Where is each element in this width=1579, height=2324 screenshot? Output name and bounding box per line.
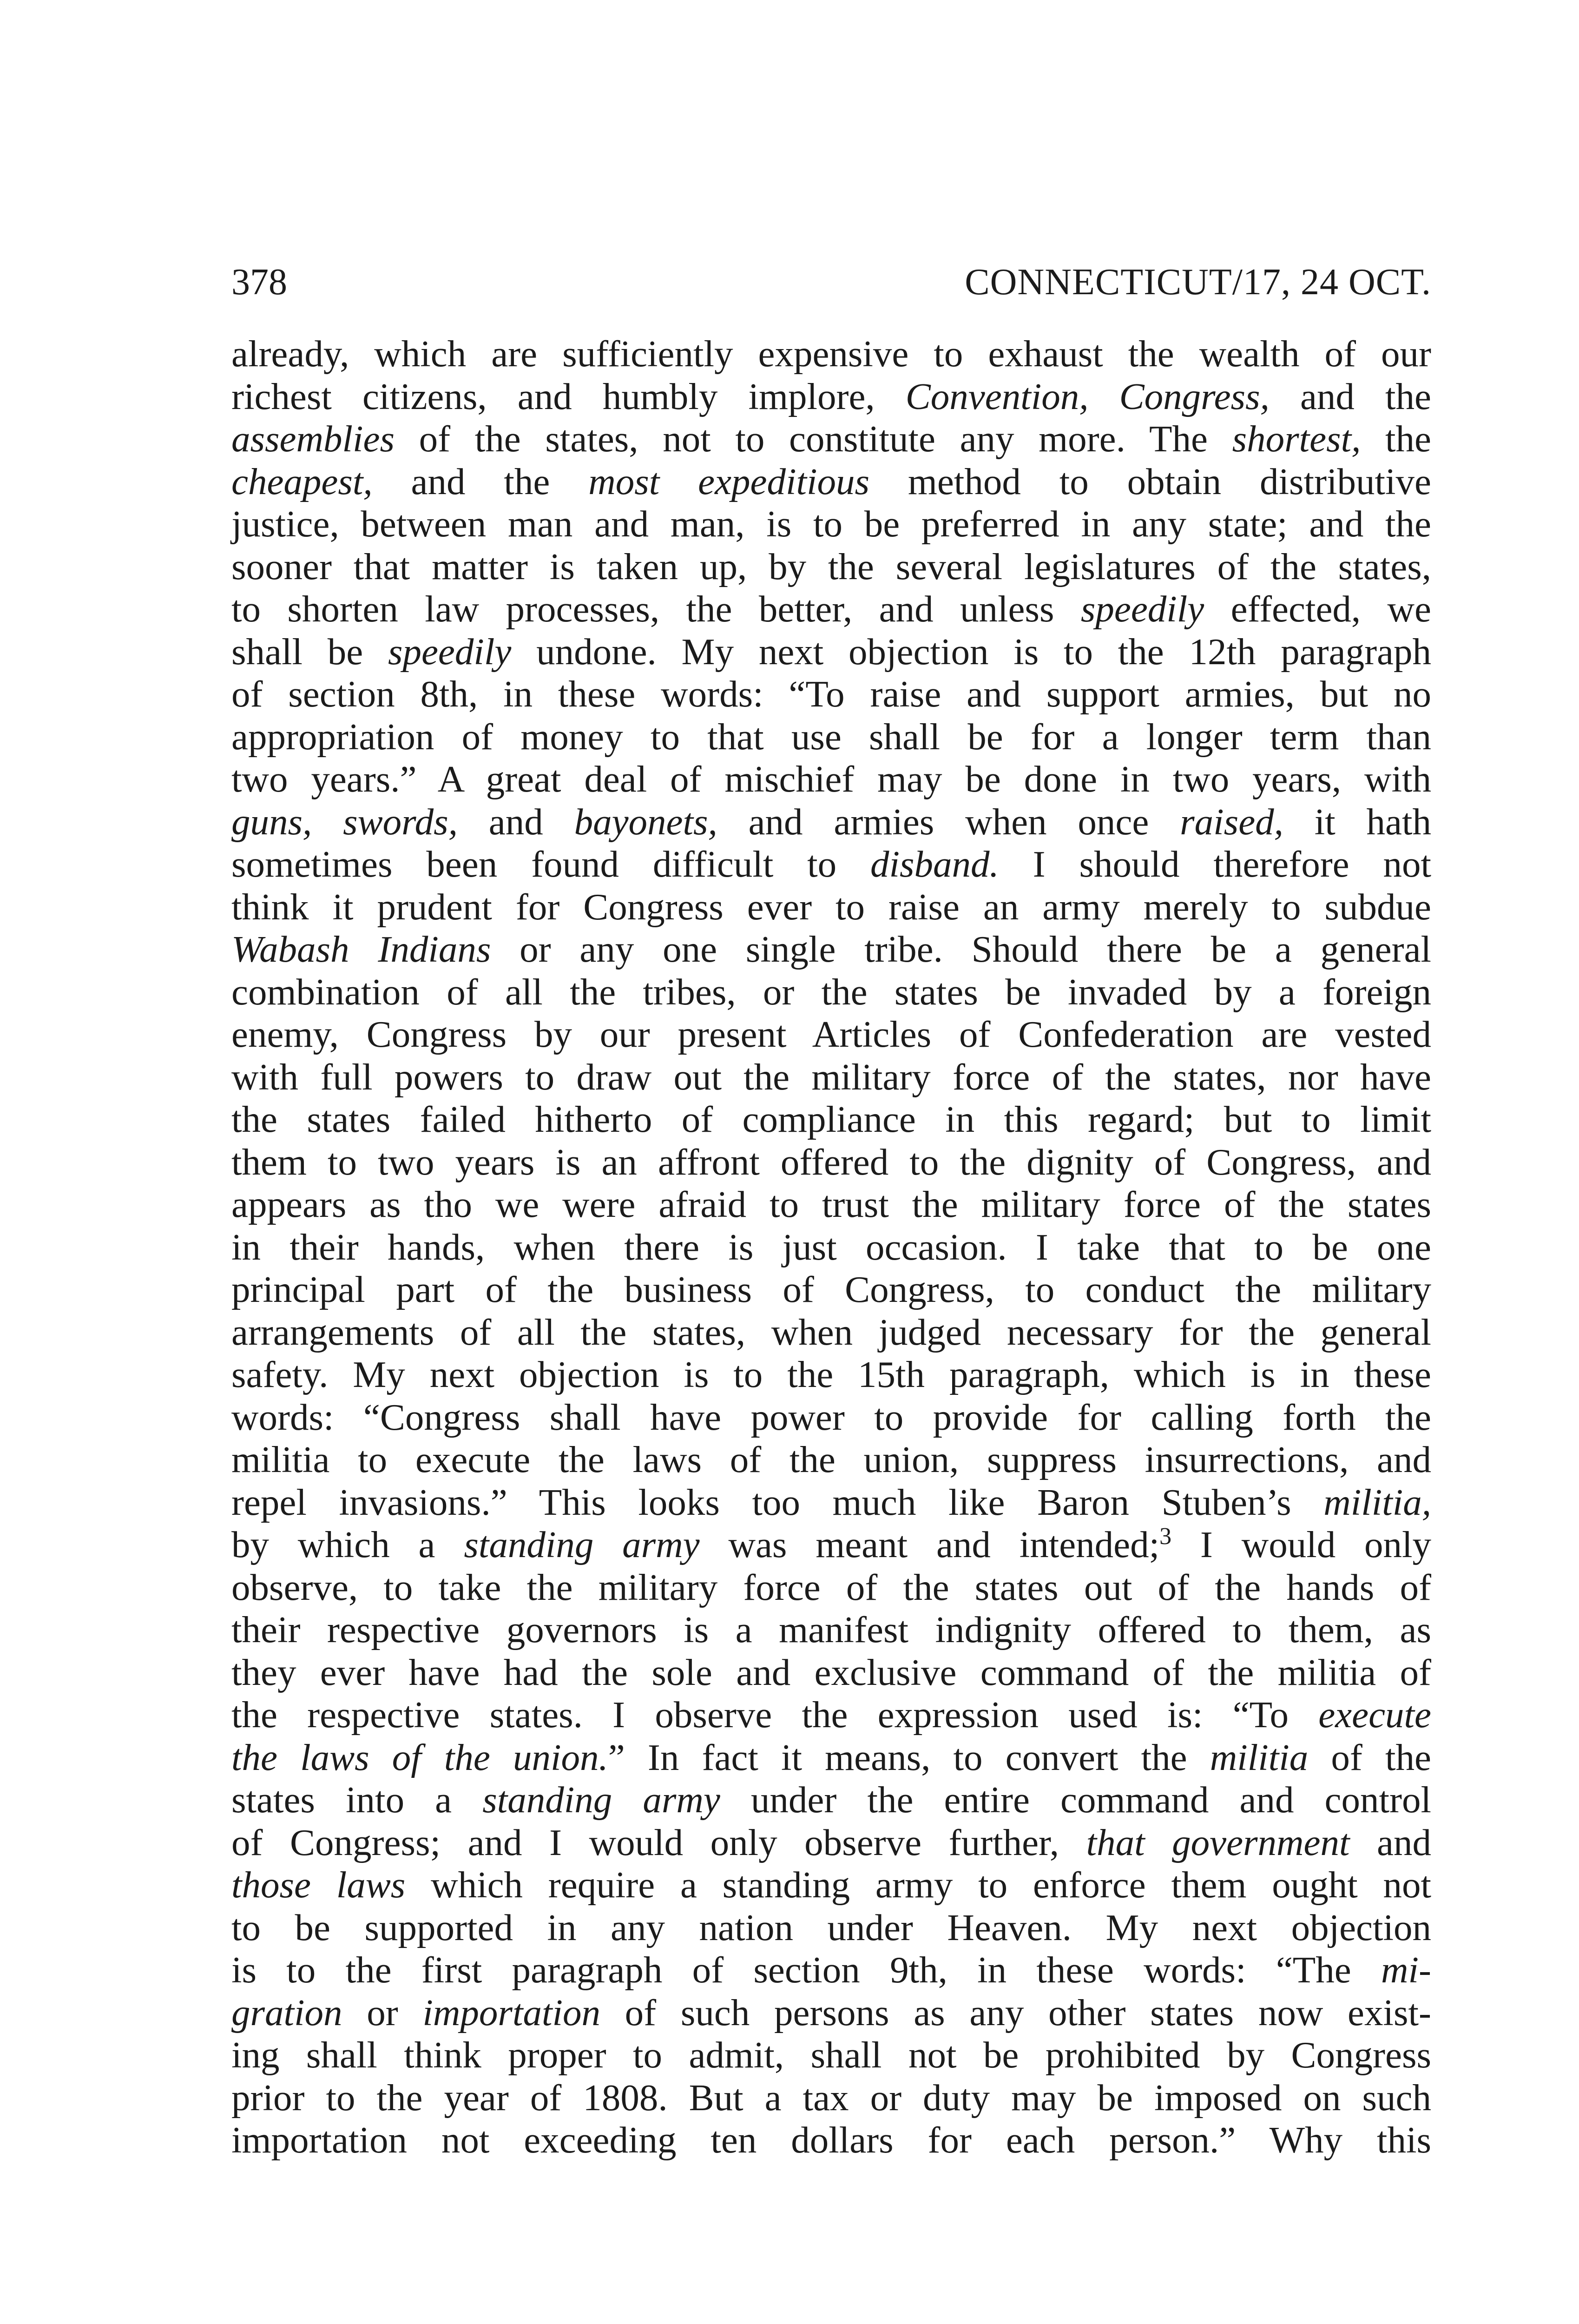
text-run: effected, we (1204, 588, 1431, 630)
text-line (231, 716, 1431, 759)
text-line (231, 886, 1431, 929)
text-line (231, 1353, 1431, 1396)
italic-text: shortest, (1232, 418, 1361, 460)
italic-text: militia, (1323, 1481, 1431, 1523)
text-run: under the entire command and control (720, 1779, 1431, 1821)
text-run: which require a standing army to enforce them ought not (405, 1864, 1432, 1906)
text-line (231, 503, 1431, 546)
text-line (231, 971, 1431, 1014)
text-run: of such persons as any other states now exist- (600, 1991, 1431, 2034)
text-run: appropriation of money to that use shall be for a longer term than (231, 715, 1431, 758)
text-line (231, 801, 1431, 844)
text-line (231, 631, 1431, 673)
text-run: with full powers to draw out the military force of the states, nor have (231, 1056, 1431, 1098)
text-line (231, 1141, 1431, 1184)
text-run: and armies when once (717, 800, 1180, 843)
text-run: the states failed hitherto of compliance in this regard; but to limit (231, 1098, 1431, 1140)
text-line (231, 1566, 1431, 1609)
text-run: and (457, 800, 574, 843)
text-line (231, 546, 1431, 588)
text-line (231, 2077, 1431, 2119)
italic-text: those laws (231, 1864, 406, 1906)
text-line (231, 1268, 1431, 1311)
text-run: two years.” A great deal of mischief may be done in two years, with (231, 758, 1431, 800)
running-head (231, 257, 1431, 308)
text-run: ing shall think proper to admit, shall not be prohibited by Congress (231, 2034, 1431, 2076)
text-line (231, 418, 1431, 461)
text-run: safety. My next objection is to the 15th paragraph, which is in these (231, 1353, 1431, 1395)
text-run: it hath (1283, 800, 1432, 843)
text-run: ” In fact it means, to convert the (608, 1736, 1210, 1778)
italic-text: most expeditious (588, 460, 870, 502)
text-run: and the (1269, 375, 1431, 417)
text-line (231, 1439, 1431, 1481)
italic-text: mi- (1381, 1949, 1431, 1991)
text-line (231, 1226, 1431, 1269)
text-line (231, 1013, 1431, 1056)
text-run: I should therefore not (999, 843, 1431, 885)
italic-text: assemblies (231, 418, 395, 460)
text-run: of the (1308, 1736, 1431, 1778)
text-line (231, 1651, 1431, 1694)
text-run: and (1349, 1821, 1431, 1863)
text-run: them to two years is an affront offered to the dignity of Congress, and (231, 1141, 1431, 1183)
footnote-ref: 3 (1159, 1523, 1172, 1550)
text-run: shall be (231, 630, 388, 673)
italic-text: standing army (482, 1779, 720, 1821)
text-line (231, 1949, 1431, 1992)
text-line (231, 2034, 1431, 2077)
running-header-title: CONNECTICUT/17, 24 OCT. (965, 262, 1431, 303)
text-run: of the states, not to constitute any more. The (394, 418, 1232, 460)
text-line (231, 1694, 1431, 1736)
text-line (231, 843, 1431, 886)
text-run: is to the first paragraph of section 9th, in these words: “The (231, 1949, 1382, 1991)
italic-text: cheapest, (231, 460, 373, 502)
text-line (231, 1736, 1431, 1779)
text-run: combination of all the tribes, or the states be invaded by a foreign (231, 971, 1431, 1013)
text-run: I would only (1171, 1524, 1432, 1565)
text-run: the respective states. I observe the expression used is: “To (231, 1694, 1319, 1736)
italic-text: speedily (388, 630, 512, 673)
italic-text: disband. (870, 843, 999, 885)
text-run: their respective governors is a manifest indignity offered to them, as (231, 1609, 1431, 1651)
text-run: words: “Congress shall have power to provide for calling forth the (231, 1396, 1431, 1438)
text-run: was meant and intended; (699, 1524, 1160, 1565)
text-run: by which a (231, 1524, 464, 1565)
italic-text: standing army (464, 1524, 700, 1565)
text-run: to shorten law processes, the better, and unless (231, 588, 1081, 630)
text-run: of Congress; and I would only observe further, (231, 1821, 1086, 1863)
text-line (231, 1098, 1431, 1141)
text-run: sooner that matter is taken up, by the several legislatures of the states, (231, 545, 1431, 588)
text-run: arrangements of all the states, when judged necessary for the general (231, 1311, 1431, 1353)
italic-text: Convention, Congress, (905, 375, 1270, 417)
text-run: of section 8th, in these words: “To raise and support armies, but no (231, 673, 1431, 715)
text-run: undone. My next objection is to the 12th paragraph (511, 630, 1432, 673)
italic-text: raised, (1180, 800, 1283, 843)
text-line (231, 1609, 1431, 1651)
text-line (231, 1396, 1431, 1439)
text-line (231, 1864, 1431, 1907)
italic-text: speedily (1080, 588, 1204, 630)
text-line (231, 928, 1431, 971)
italic-text: bayonets, (574, 800, 717, 843)
text-line (231, 1311, 1431, 1354)
text-line (231, 1779, 1431, 1822)
text-line (231, 1907, 1431, 1949)
text-line (231, 1524, 1431, 1566)
text-line (231, 1992, 1431, 2034)
text-run: justice, between man and man, is to be preferred in any state; and the (231, 503, 1431, 545)
text-run: appears as tho we were afraid to trust the military force of the states (231, 1183, 1431, 1225)
text-run: and the (372, 460, 589, 502)
text-run: they ever have had the sole and exclusive command of the militia of (231, 1651, 1431, 1693)
text-line (231, 1056, 1431, 1099)
text-line (231, 673, 1431, 716)
text-run: prior to the year of 1808. But a tax or duty may be imposed on such (231, 2076, 1431, 2119)
italic-text: the laws of the union. (231, 1736, 608, 1778)
italic-text: guns, swords, (231, 800, 458, 843)
italic-text: gration (231, 1991, 342, 2034)
text-line (231, 1481, 1431, 1524)
text-run: importation not exceeding ten dollars for each person.” Why this (231, 2119, 1431, 2161)
text-run: or (342, 1991, 423, 2034)
text-line (231, 1822, 1431, 1864)
text-run: principal part of the business of Congress, to conduct the military (231, 1268, 1431, 1310)
text-line (231, 588, 1431, 631)
text-line (231, 333, 1431, 376)
text-run: militia to execute the laws of the union, suppress insurrections, and (231, 1439, 1431, 1480)
text-run: the (1361, 418, 1431, 460)
italic-text: Wabash Indians (231, 928, 491, 970)
italic-text: that government (1086, 1821, 1350, 1863)
italic-text: execute (1318, 1694, 1431, 1736)
text-run: or any one single tribe. Should there be a general (491, 928, 1431, 970)
italic-text: importation (422, 1991, 600, 2034)
text-run: method to obtain distributive (869, 460, 1431, 502)
text-run: sometimes been found difficult to (231, 843, 871, 885)
text-run: enemy, Congress by our present Articles of Confederation are vested (231, 1013, 1431, 1055)
text-line (231, 376, 1431, 418)
text-run: observe, to take the military force of the states out of the hands of (231, 1566, 1431, 1608)
text-run: think it prudent for Congress ever to raise an army merely to subdue (231, 885, 1431, 928)
text-line (231, 758, 1431, 801)
text-run: already, which are sufficiently expensive to exhaust the wealth of our (231, 333, 1431, 375)
text-line (231, 2119, 1431, 2162)
text-run: richest citizens, and humbly implore, (231, 375, 906, 417)
text-line (231, 461, 1431, 503)
text-run: in their hands, when there is just occasion. I take that to be one (231, 1226, 1431, 1268)
italic-text: militia (1210, 1736, 1309, 1778)
text-run: to be supported in any nation under Heaven. My next objection (231, 1906, 1431, 1948)
text-line (231, 1183, 1431, 1226)
page-number: 378 (231, 262, 287, 303)
text-run: states into a (231, 1779, 483, 1821)
text-run: repel invasions.” This looks too much like Baron Stuben’s (231, 1481, 1324, 1523)
body-text (231, 333, 1431, 2162)
